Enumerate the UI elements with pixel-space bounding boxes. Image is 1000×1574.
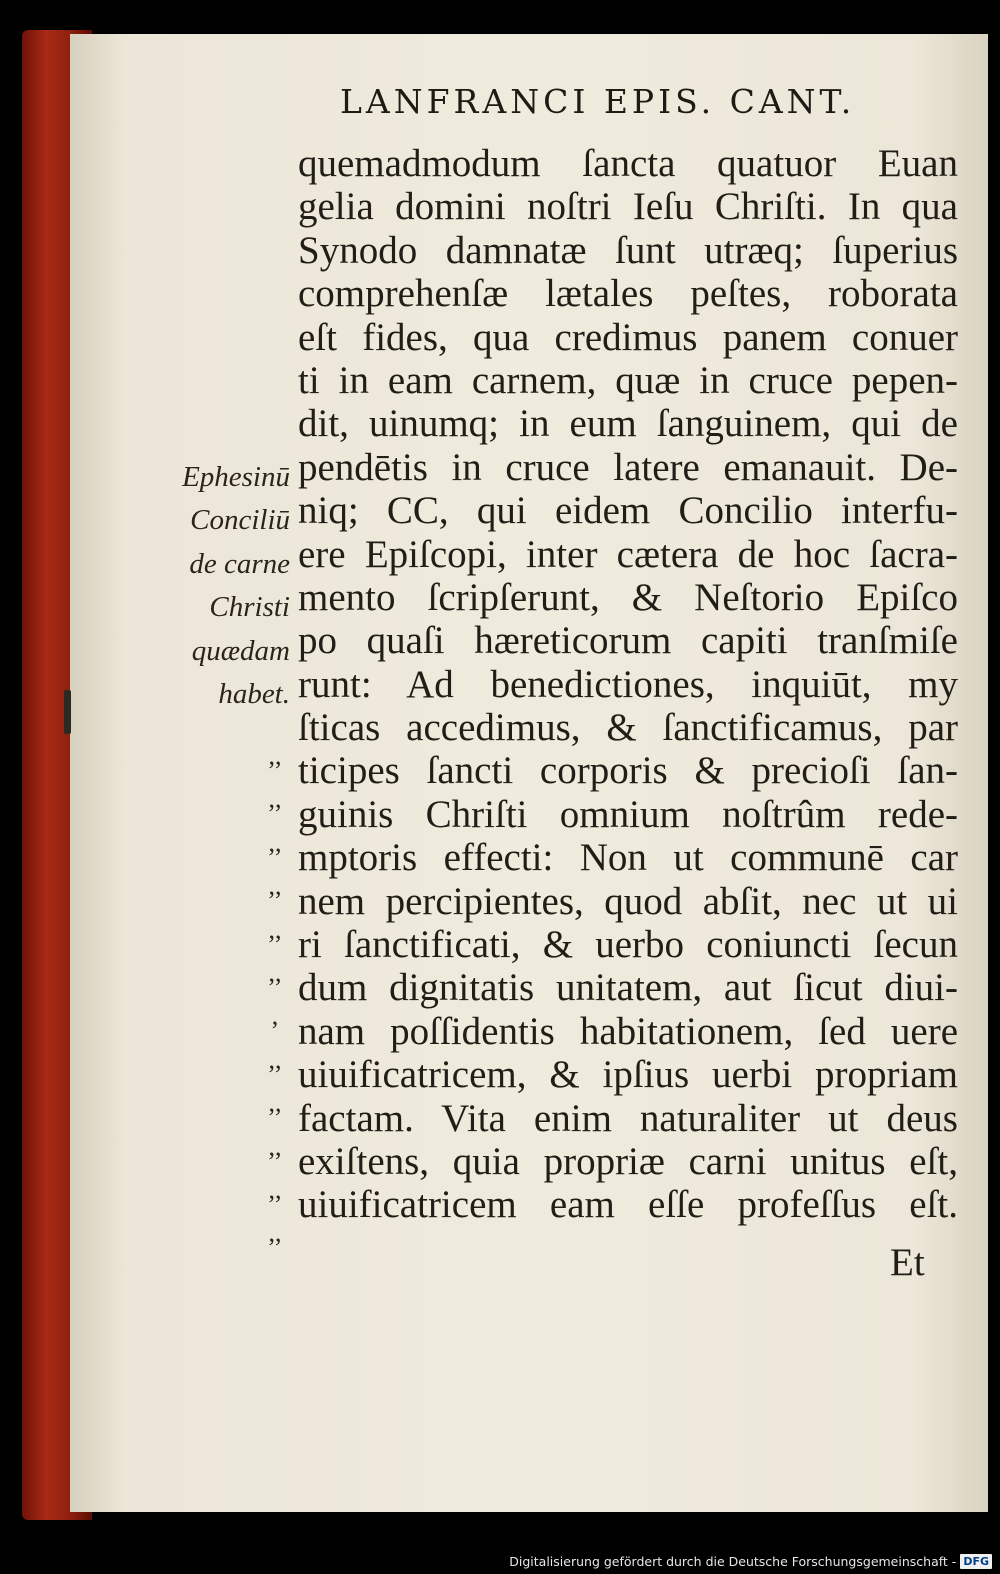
text-line: Synodo damnatæ ſunt utræq; ſuperius <box>298 228 958 272</box>
quote-mark: ,, <box>268 784 282 814</box>
body-text <box>298 142 958 1227</box>
text-line: dit, uinumq; in eum ſanguinem, qui de <box>298 402 958 446</box>
quote-mark: ,, <box>268 1044 282 1074</box>
quotation-marks <box>258 734 292 1255</box>
text-line: uiuificatricem eam eſſe profeſſus eſt. <box>298 1183 958 1227</box>
text-line: pendētis in cruce latere emanauit. De- <box>298 445 958 489</box>
page-clip <box>64 690 71 734</box>
quote-mark: ,, <box>268 1131 282 1161</box>
quote-mark: ,, <box>268 1088 282 1118</box>
text-line: ri ſanctificati, & uerbo coniuncti ſecun <box>298 923 958 967</box>
text-line: ere Epiſcopi, inter cætera de hoc ſacra- <box>298 532 958 576</box>
text-line: ſticas accedimus, & ſanctificamus, par <box>298 706 958 750</box>
quote-mark: ,, <box>268 1218 282 1248</box>
quote-mark: ,, <box>268 1174 282 1204</box>
margin-note <box>150 456 290 716</box>
text-line: nam poſſidentis habitationem, ſed uere <box>298 1009 958 1053</box>
quote-mark: ,, <box>268 914 282 944</box>
text-line: guinis Chriſti omnium noſtrûm rede- <box>298 792 958 836</box>
text-line: runt: Ad benedictiones, inquiūt, my <box>298 662 958 706</box>
text-line: comprehenſæ lætales peſtes, roborata <box>298 272 958 316</box>
text-line: uiuificatricem, & ipſius uerbi propriam <box>298 1053 958 1097</box>
text-line: dum dignitatis unitatem, aut ſicut diui- <box>298 966 958 1010</box>
quote-mark: ,, <box>268 871 282 901</box>
text-line: mento ſcripſerunt, & Neſtorio Epiſco <box>298 575 958 619</box>
text-line: ti in eam carnem, quæ in cruce pepen- <box>298 358 958 402</box>
text-line: eſt fides, qua credimus panem conuer <box>298 315 958 359</box>
text-line: nem percipientes, quod abſit, nec ut ui <box>298 879 958 923</box>
margin-note-line: Ephesinū <box>182 461 290 493</box>
quote-mark: ,, <box>268 827 282 857</box>
running-header: LANFRANCI EPIS. CANT. <box>340 82 856 121</box>
text-line: factam. Vita enim naturaliter ut deus <box>298 1096 958 1140</box>
margin-note-line: Conciliū <box>190 504 290 537</box>
margin-note-line: de carne <box>189 547 290 580</box>
text-line: quemadmodum ſancta quatuor Euan <box>298 142 958 185</box>
margin-note-line: Christi <box>209 591 290 624</box>
quote-mark: ,, <box>268 741 282 770</box>
catchword: Et <box>890 1241 925 1284</box>
text-line: po quaſi hæreticorum capiti tranſmiſe <box>298 619 958 663</box>
margin-note-line: quædam <box>191 634 290 667</box>
text-line: exiſtens, quia propriæ carni unitus eſt, <box>298 1139 958 1183</box>
margin-note-line: habet. <box>218 677 290 710</box>
text-line: niq; CC, qui eidem Concilio interfu- <box>298 489 958 533</box>
text-line: gelia domini noſtri Ieſu Chriſti. In qua <box>298 185 958 229</box>
text-line: ticipes ſancti corporis & precioſi ſan- <box>298 749 958 793</box>
quote-mark: ,, <box>268 957 282 987</box>
dfg-logo[interactable]: DFG <box>960 1554 992 1569</box>
funding-footer <box>509 1550 992 1572</box>
text-line: mptoris effecti: Non ut communē car <box>298 836 958 880</box>
quote-mark: , <box>271 1001 279 1031</box>
funding-text: Digitalisierung gefördert durch die Deutsche Forschungsgemeinschaft - <box>509 1553 957 1569</box>
